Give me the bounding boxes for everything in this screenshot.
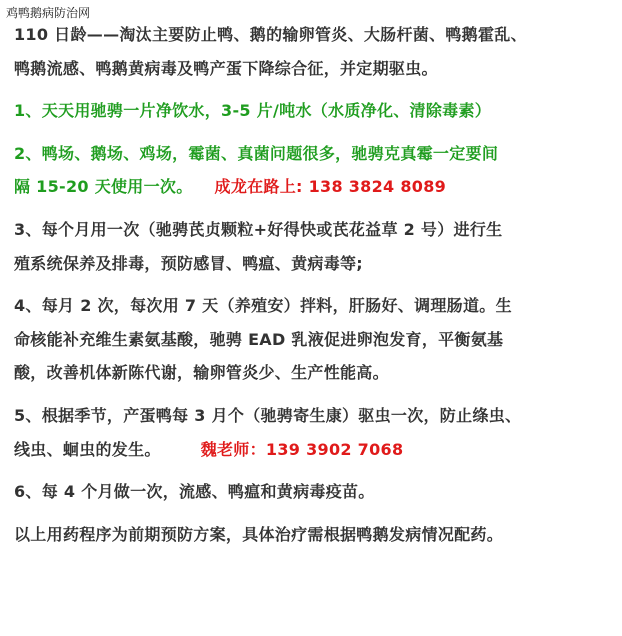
item-1-line-1: 1、天天用驰骋一片净饮水，3-5 片/吨水（水质净化、清除毒素） xyxy=(14,101,492,121)
paragraph-item-3 xyxy=(14,213,614,280)
paragraph-intro xyxy=(14,18,614,85)
item-3-line-1: 3、每个月用一次（驰骋芪贞颗粒+好得快或芪花益草 2 号）进行生 xyxy=(14,219,503,239)
paragraph-item-4 xyxy=(14,289,614,390)
item-2-line-1: 2、鸭场、鹅场、鸡场，霉菌、真菌问题很多，驰骋克真霉一定要间 xyxy=(14,143,499,163)
site-watermark: 鸡鸭鹅病防治网 xyxy=(6,6,91,20)
item-5-line-1: 5、根据季节，产蛋鸭每 3 月个（驰骋寄生康）驱虫一次，防止绦虫、 xyxy=(14,405,522,425)
article-body xyxy=(14,18,614,551)
item-5-line-2 xyxy=(14,433,614,467)
item-4-line-1: 4、每月 2 次，每次用 7 天（养殖安）拌料，肝肠好、调理肠道。生 xyxy=(14,296,512,316)
contact-teacher-wei: 魏老师：139 3902 7068 xyxy=(200,439,404,459)
paragraph-item-5 xyxy=(14,399,614,466)
item-2-line-2-text: 隔 15-20 天使用一次。 xyxy=(14,177,193,197)
paragraph-item-2 xyxy=(14,137,614,204)
intro-line-2: 鸭鹅流感、鸭鹅黄病毒及鸭产蛋下降综合征，并定期驱虫。 xyxy=(14,58,438,78)
item-3-line-2: 殖系统保养及排毒，预防感冒、鸭瘟、黄病毒等; xyxy=(14,253,363,273)
item-6-line-1: 6、每 4 个月做一次，流感、鸭瘟和黄病毒疫苗。 xyxy=(14,482,375,502)
paragraph-item-6 xyxy=(14,475,614,509)
item-5-line-2-text: 线虫、蛔虫的发生。 xyxy=(14,439,161,459)
paragraph-summary xyxy=(14,518,614,552)
intro-line-1: 110 日龄——淘汰主要防止鸭、鹅的输卵管炎、大肠杆菌、鸭鹅霍乱、 xyxy=(14,25,527,44)
summary-line-1: 以上用药程序为前期预防方案，具体治疗需根据鸭鹅发病情况配药。 xyxy=(14,524,504,544)
item-2-line-2 xyxy=(14,170,614,204)
item-4-line-2: 命核能补充维生素氨基酸，驰骋 EAD 乳液促进卵泡发育，平衡氨基 xyxy=(14,329,504,349)
item-4-line-3: 酸，改善机体新陈代谢，输卵管炎少、生产性能高。 xyxy=(14,363,389,383)
paragraph-item-1 xyxy=(14,94,614,128)
contact-chenglong: 成龙在路上: 138 3824 8089 xyxy=(214,177,447,197)
